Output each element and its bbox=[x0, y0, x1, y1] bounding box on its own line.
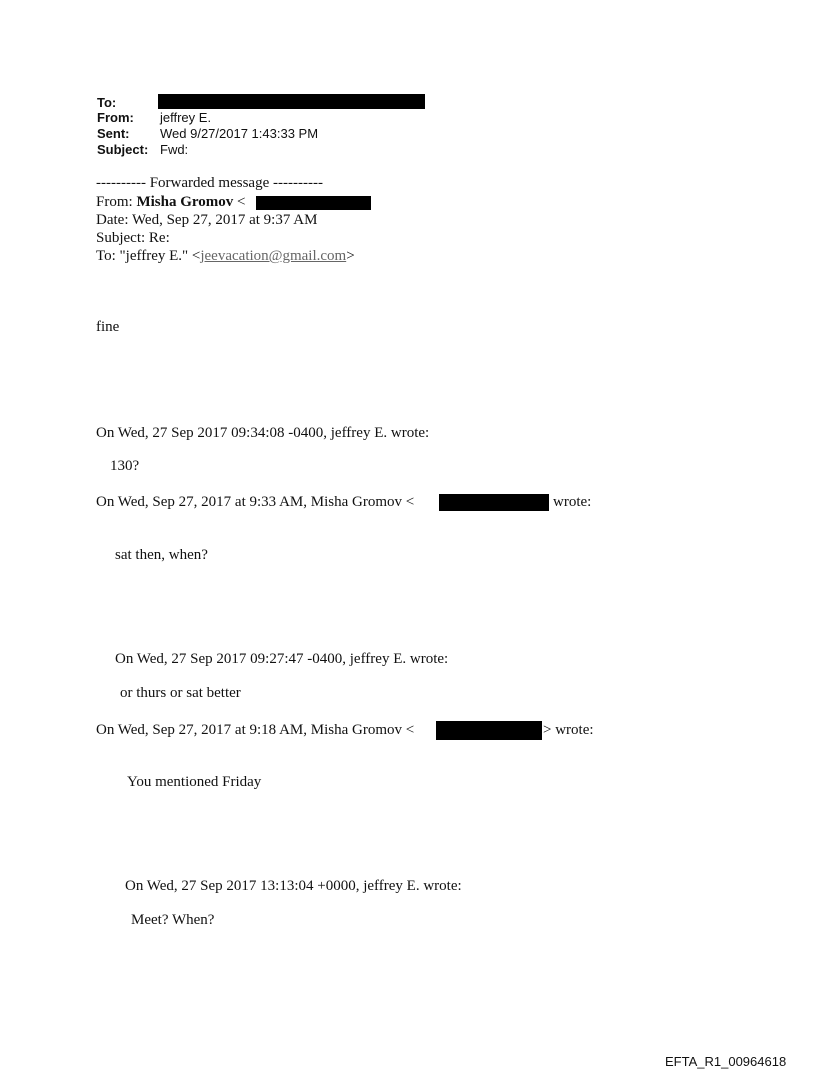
quote3-header: On Wed, 27 Sep 2017 09:27:47 -0400, jeffrey E. wrote: bbox=[115, 651, 449, 667]
forwarded-subject-line: Subject: Re: bbox=[96, 230, 170, 246]
redacted-from-address bbox=[256, 196, 371, 210]
forwarded-from-line bbox=[96, 193, 245, 211]
header-sent-value: Wed 9/27/2017 1:43:33 PM bbox=[160, 126, 319, 141]
header-from-label: From: bbox=[97, 110, 134, 125]
redacted-quote4-address bbox=[436, 721, 542, 740]
quote3-body: or thurs or sat better bbox=[120, 685, 241, 701]
quote4-header-prefix: On Wed, Sep 27, 2017 at 9:18 AM, Misha Gromov < bbox=[96, 722, 415, 738]
header-sent-label: Sent: bbox=[97, 126, 130, 141]
redacted-to-address bbox=[158, 94, 425, 109]
header-to-label: To: bbox=[97, 95, 117, 110]
message-body-1: fine bbox=[96, 319, 120, 335]
quote5-body: Meet? When? bbox=[131, 912, 215, 928]
quote1-header: On Wed, 27 Sep 2017 09:34:08 -0400, jeffrey E. wrote: bbox=[96, 425, 430, 441]
quote2-header-suffix: wrote: bbox=[553, 494, 592, 510]
forwarded-to-email-link[interactable]: jeevacation@gmail.com bbox=[200, 248, 347, 264]
forwarded-from-lt: < bbox=[233, 194, 246, 210]
header-from-value: jeffrey E. bbox=[160, 110, 212, 125]
quote1-body: 130? bbox=[110, 458, 140, 474]
forwarded-from-name: Misha Gromov bbox=[136, 194, 234, 210]
forwarded-divider: ---------- Forwarded message ---------- bbox=[96, 175, 323, 191]
quote4-body: You mentioned Friday bbox=[127, 774, 262, 790]
header-subject-label: Subject: bbox=[97, 142, 149, 157]
quote4-header-suffix: > wrote: bbox=[543, 722, 594, 738]
redacted-quote2-address bbox=[439, 494, 549, 511]
quote5-header: On Wed, 27 Sep 2017 13:13:04 +0000, jeffrey E. wrote: bbox=[125, 878, 462, 894]
header-subject-value: Fwd: bbox=[160, 142, 189, 157]
forwarded-from-prefix: From: bbox=[96, 194, 137, 210]
forwarded-date-line: Date: Wed, Sep 27, 2017 at 9:37 AM bbox=[96, 212, 318, 228]
quote2-body: sat then, when? bbox=[115, 547, 208, 563]
document-id: EFTA_R1_00964618 bbox=[665, 1054, 787, 1069]
quote2-header-prefix: On Wed, Sep 27, 2017 at 9:33 AM, Misha Gromov < bbox=[96, 494, 415, 510]
forwarded-to-line: To: "jeffrey E." <jeevacation@gmail.com> bbox=[96, 248, 355, 264]
